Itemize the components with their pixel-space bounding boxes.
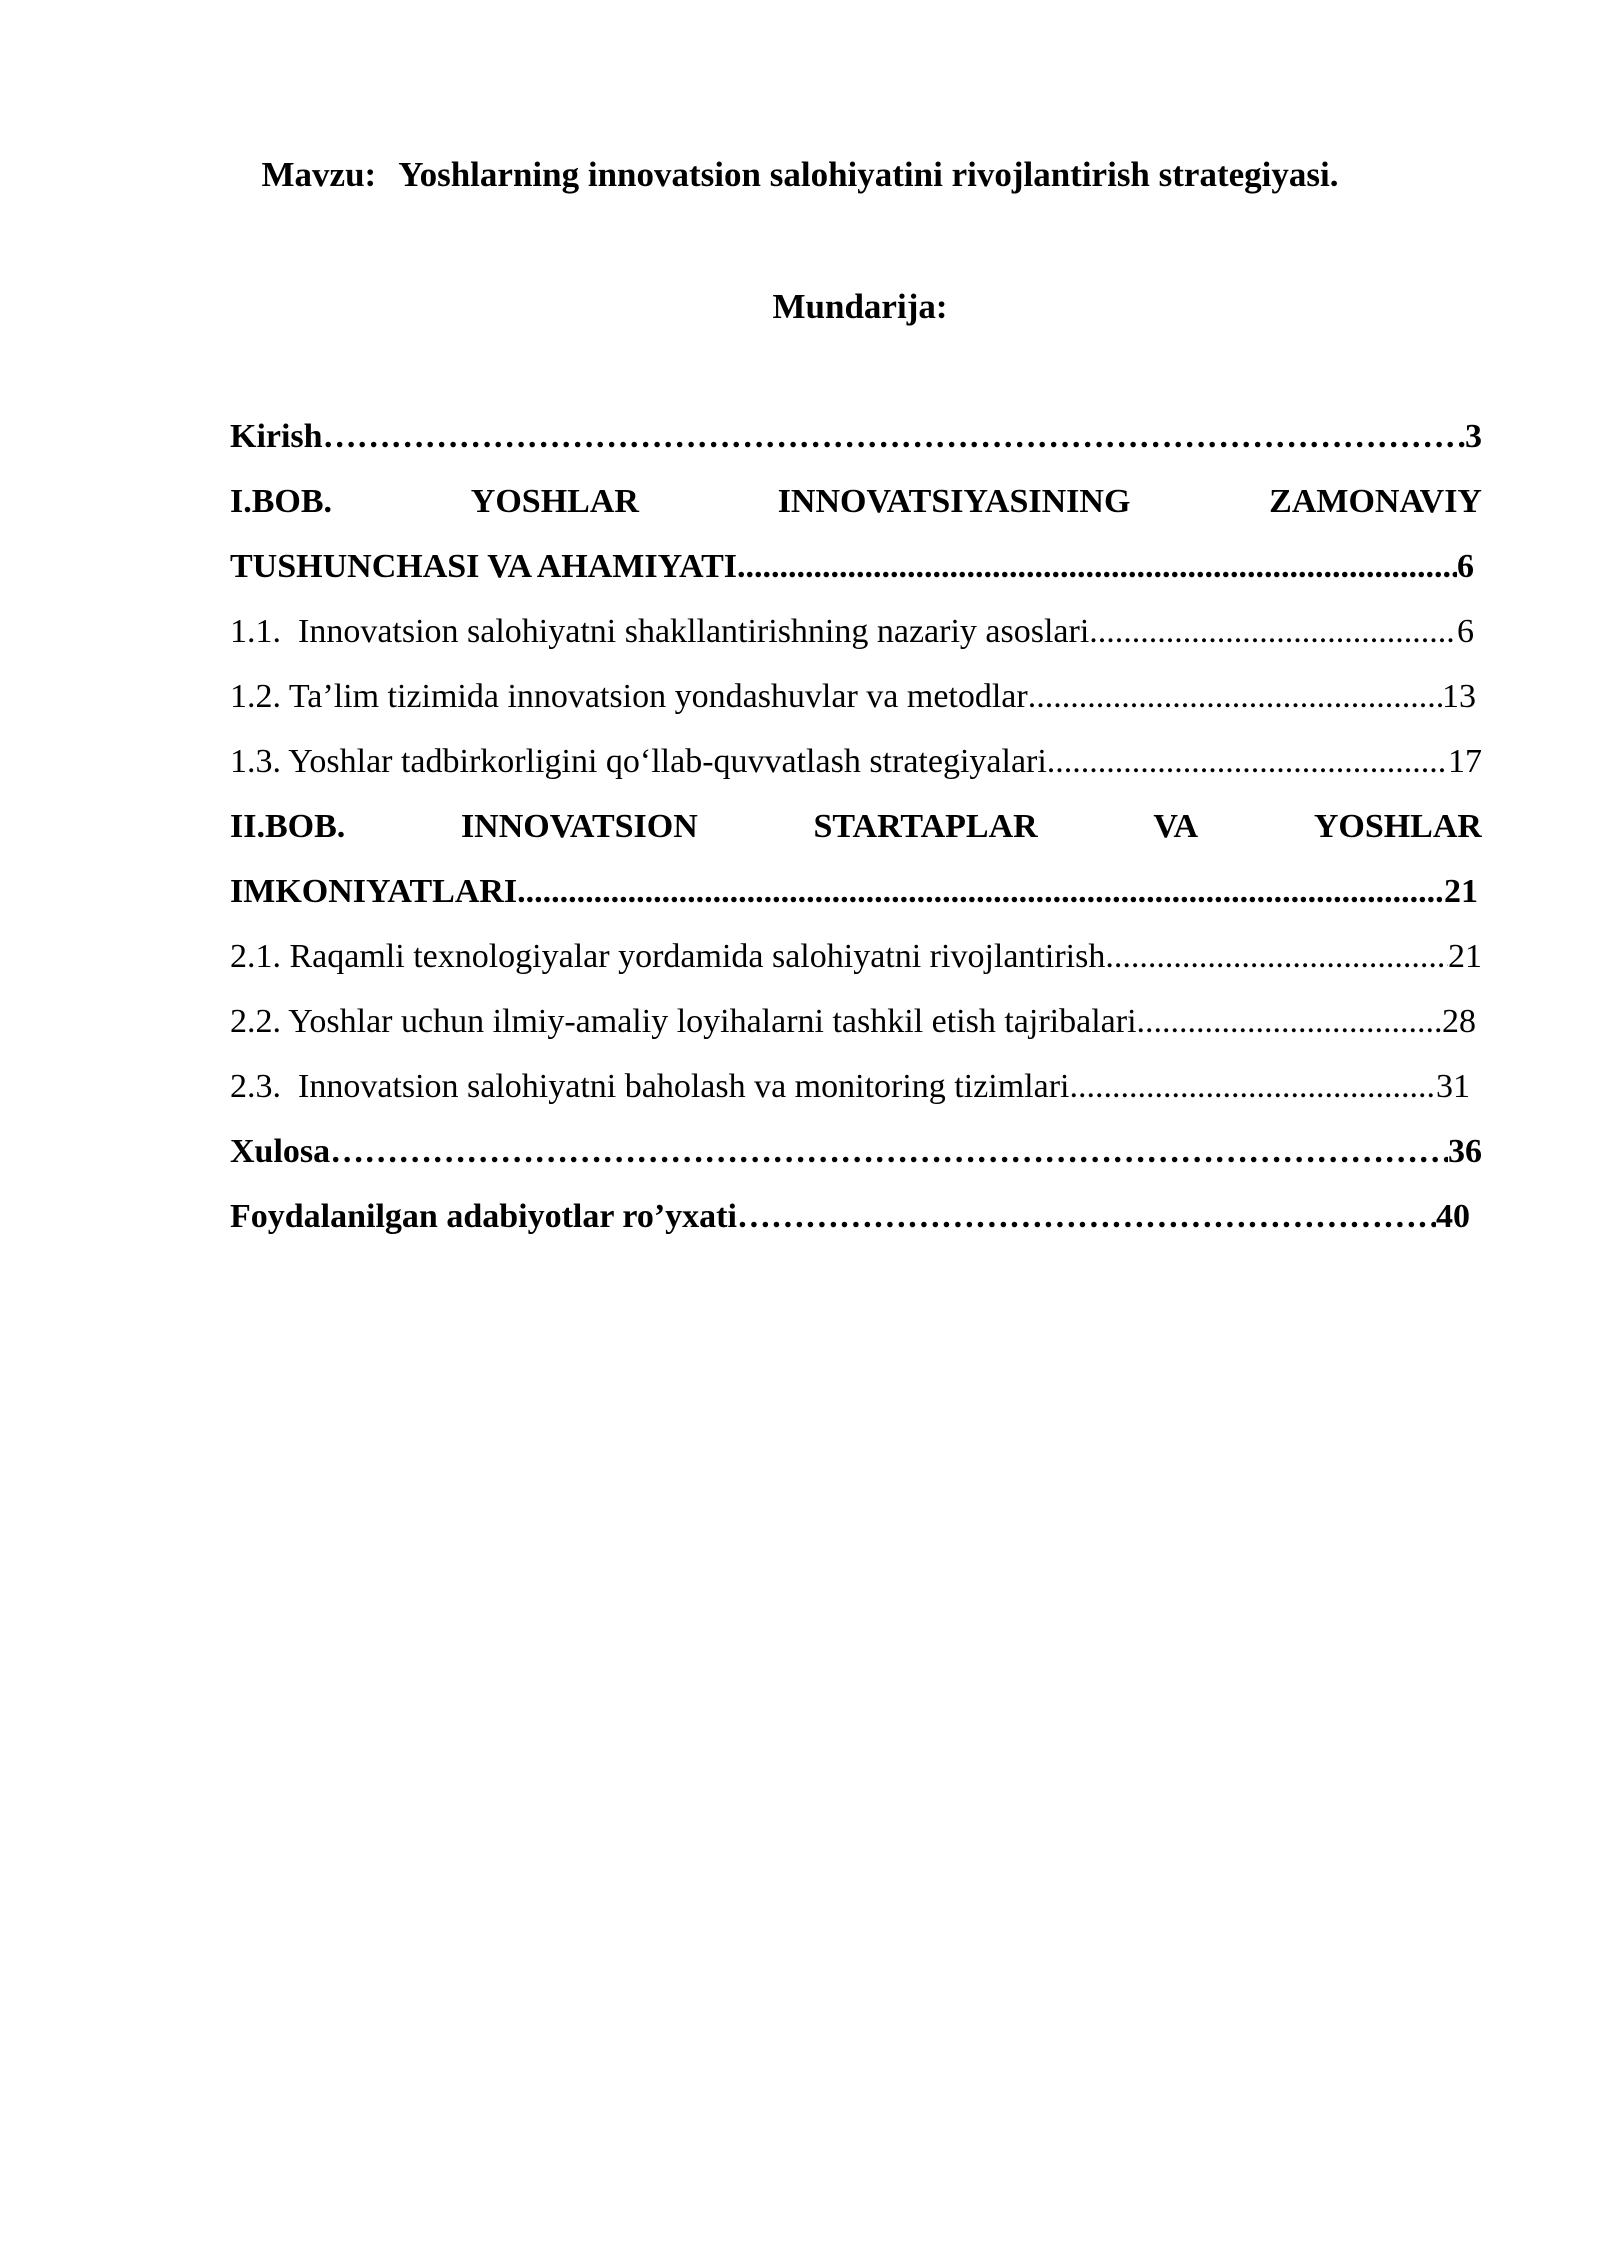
topic-text: Yoshlarning innovatsion salohiyatini rivojlantirish strategiyasi. xyxy=(398,155,1339,194)
chapter-word: INNOVATSION xyxy=(460,808,698,845)
toc-page-number: 21 xyxy=(1444,873,1478,910)
toc-page-number: 6 xyxy=(1457,613,1474,650)
toc-section-2-1 xyxy=(230,934,1482,999)
dot-leader xyxy=(1069,1064,1436,1110)
toc-entry-title: Foydalanilgan adabiyotlar ro’yxati xyxy=(230,1198,737,1235)
toc-entry-references xyxy=(230,1194,1482,1259)
toc-chapter-2-heading xyxy=(230,804,1482,869)
toc-page-number: 21 xyxy=(1448,938,1482,975)
chapter-word: YOSHLAR xyxy=(1313,808,1482,845)
toc-section-2-2 xyxy=(230,999,1482,1064)
toc-chapter-2-continuation xyxy=(230,869,1482,934)
dot-leader xyxy=(323,414,1465,460)
toc-entry-title: 2.3. Innovatsion salohiyatni baholash va monitoring tizimlari xyxy=(230,1068,1070,1105)
toc-page-number: 3 xyxy=(1465,418,1482,455)
toc-page-number: 40 xyxy=(1436,1198,1470,1235)
toc-entry-title: Kirish xyxy=(230,418,323,455)
toc-entry-title: 1.1. Innovatsion salohiyatni shakllantirishning nazariy asoslari xyxy=(230,613,1090,650)
dot-leader xyxy=(1028,674,1442,720)
toc-page-number: 36 xyxy=(1448,1133,1482,1170)
toc-chapter-1-continuation xyxy=(230,544,1482,609)
toc-entry-title: 1.3. Yoshlar tadbirkorligini qo‘llab-quvvatlash strategiyalari xyxy=(230,743,1047,780)
dot-leader xyxy=(330,1129,1448,1175)
toc-entry-title: Xulosa xyxy=(230,1133,331,1170)
dot-leader xyxy=(737,544,1457,590)
dot-leader xyxy=(517,869,1444,915)
dot-leader xyxy=(1047,739,1448,785)
toc-page-number: 13 xyxy=(1442,678,1476,715)
toc-section-1-2 xyxy=(230,674,1482,739)
chapter-word: YOSHLAR xyxy=(470,483,639,520)
toc-section-2-3 xyxy=(230,1064,1482,1129)
table-of-contents xyxy=(230,414,1482,1259)
chapter-word: ZAMONAVIY xyxy=(1269,483,1482,520)
toc-page-number: 6 xyxy=(1457,548,1474,585)
chapter-word: II.BOB. xyxy=(230,808,346,845)
toc-entry-title: 1.2. Ta’lim tizimida innovatsion yondashuvlar va metodlar xyxy=(230,678,1028,715)
chapter-word: I.BOB. xyxy=(230,483,333,520)
toc-section-1-3 xyxy=(230,739,1482,804)
toc-page-number: 17 xyxy=(1448,743,1482,780)
toc-page-number: 31 xyxy=(1436,1068,1470,1105)
chapter-word: VA xyxy=(1153,808,1199,845)
dot-leader xyxy=(1105,934,1448,980)
toc-entry-title: TUSHUNCHASI VA AHAMIYATI xyxy=(230,548,737,585)
toc-page-number: 28 xyxy=(1442,1003,1476,1040)
toc-entry-title: 2.2. Yoshlar uchun ilmiy-amaliy loyihalarni tashkil etish tajribalari xyxy=(230,1003,1137,1040)
dot-leader xyxy=(1089,609,1457,655)
toc-section-1-1 xyxy=(230,609,1482,674)
chapter-word: STARTAPLAR xyxy=(813,808,1038,845)
chapter-word: INNOVATSIYASINING xyxy=(777,483,1131,520)
toc-entry-title: 2.1. Raqamli texnologiyalar yordamida salohiyatni rivojlantirish xyxy=(230,938,1106,975)
toc-entry-intro xyxy=(230,414,1482,479)
toc-entry-conclusion xyxy=(230,1129,1482,1194)
toc-entry-title: IMKONIYATLARI xyxy=(230,873,518,910)
topic-title xyxy=(0,152,1600,198)
contents-heading: Mundarija: xyxy=(772,287,948,326)
dot-leader xyxy=(1137,999,1442,1045)
topic-label: Mavzu: xyxy=(261,155,377,194)
dot-leader xyxy=(737,1194,1436,1240)
toc-chapter-1-heading xyxy=(230,479,1482,544)
